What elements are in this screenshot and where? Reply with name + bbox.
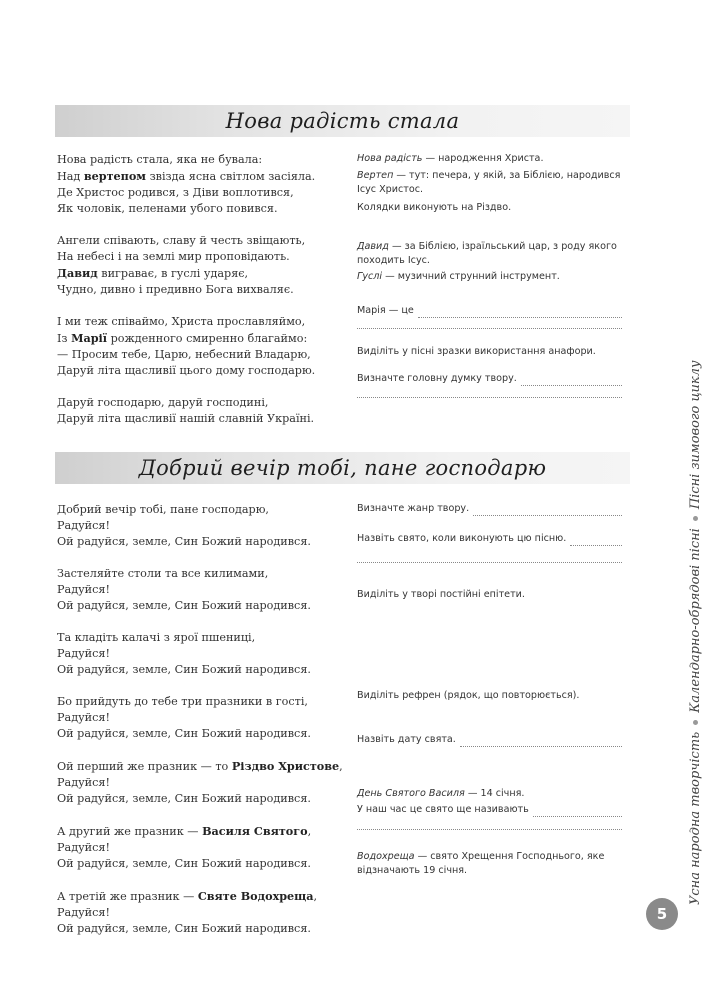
- poem-line: — Просим тебе, Царю, небесний Владарю,: [57, 348, 311, 361]
- bold-word: Василя Святого: [202, 824, 308, 838]
- question-maria: Марія — це: [357, 304, 622, 318]
- stanza: [57, 823, 342, 872]
- section-title-bar: [55, 105, 630, 137]
- question-date: Назвіть дату свята.: [357, 733, 622, 747]
- poem-line: Чудно, дивно і предивно Бога вихваляє.: [57, 283, 294, 296]
- stanza: [57, 888, 342, 937]
- poem-line: Застеляйте столи та все килимами,: [57, 567, 269, 580]
- question-main-idea: Визначте головну думку твору.: [357, 372, 622, 386]
- poem-line: Ой радуйся, земле, Син Божий народився.: [57, 792, 311, 805]
- note: Нова радість — народження Христа.: [357, 153, 544, 164]
- question-anaphora: Виділіть у пісні зразки використання анафори.: [357, 346, 596, 357]
- poem-line: Даруй літа щасливії нашій славній Україні.: [57, 412, 315, 425]
- stanza: [57, 630, 342, 678]
- poem-line: Ой радуйся, земле, Син Божий народився.: [57, 663, 311, 676]
- note: Давид — за Біблією, ізраїльський цар, з роду якого походить Ісус.: [357, 241, 617, 266]
- question-holiday: Назвіть свято, коли виконують цю пісню.: [357, 532, 622, 546]
- poem-line: Радуйся!: [57, 711, 110, 724]
- poem-line: Як чоловік, пеленами убого повився.: [57, 202, 278, 215]
- stanza: [57, 758, 342, 807]
- question-name: У наш час це свято ще називають: [357, 803, 622, 817]
- answer-line[interactable]: [418, 308, 622, 318]
- stanza: [57, 395, 342, 427]
- bold-word: вертепом: [83, 169, 147, 183]
- bold-word: Різдво Христове: [231, 759, 340, 773]
- poem-line: Ой радуйся, земле, Син Божий народився.: [57, 922, 311, 935]
- poem-line: Радуйся!: [57, 519, 110, 532]
- poem-line: Ангели співають, славу й честь звіщають,: [57, 234, 306, 247]
- question-epithets: Виділіть у творі постійні епітети.: [357, 589, 525, 600]
- poem-line: Радуйся!: [57, 583, 110, 596]
- note: День Святого Василя — 14 січня.: [357, 788, 525, 799]
- poem-line: Радуйся!: [57, 841, 110, 854]
- stanza: [57, 694, 342, 742]
- bullet-icon: [693, 720, 698, 725]
- answer-line[interactable]: [357, 829, 622, 830]
- poem-line: А другий же празник — Василя Святого,: [57, 824, 312, 838]
- bullet-icon: [693, 516, 698, 521]
- bold-word: Святе Водохреща: [197, 889, 314, 903]
- poem-line: Ой перший же празник — то Різдво Христове,: [57, 759, 343, 773]
- poem-line: Добрий вечір тобі, пане господарю,: [57, 503, 269, 516]
- poem-line: Де Христос родився, з Діви воплотився,: [57, 186, 294, 199]
- note: Гуслі — музичний струнний інструмент.: [357, 271, 560, 282]
- bold-word: Марії: [71, 331, 108, 345]
- note: Вертеп — тут: печера, у якій, за Біблією, народився Ісус Христос.: [357, 170, 621, 195]
- section-title-bar: [55, 452, 630, 484]
- poem-line: Ой радуйся, земле, Син Божий народився.: [57, 727, 311, 740]
- question-refrain: Виділіть рефрен (рядок, що повторюється).: [357, 690, 580, 701]
- poem-line: Даруй літа щасливії цього дому господарю.: [57, 364, 316, 377]
- poem-line: Бо прийдуть до тебе три празники в гості,: [57, 695, 308, 708]
- question-genre: Визначте жанр твору.: [357, 502, 622, 516]
- answer-line[interactable]: [357, 328, 622, 329]
- poem-line: Ой радуйся, земле, Син Божий народився.: [57, 535, 311, 548]
- page-number: 5: [646, 898, 678, 930]
- poem-line: Радуйся!: [57, 647, 110, 660]
- poem-line: Даруй господарю, даруй господині,: [57, 396, 269, 409]
- section-title: Добрий вечір тобі, пане господарю: [138, 456, 547, 480]
- answer-line[interactable]: [521, 376, 622, 386]
- poem-line: А третій же празник — Святе Водохреща,: [57, 889, 318, 903]
- answer-line[interactable]: [357, 397, 622, 398]
- poem-line: Радуйся!: [57, 906, 110, 919]
- poem-line: Ой радуйся, земле, Син Божий народився.: [57, 599, 311, 612]
- stanza: [57, 152, 342, 217]
- answer-line[interactable]: [460, 737, 622, 747]
- poem-line: І ми теж співаймо, Христа прославляймо,: [57, 315, 306, 328]
- poem-nova-radist: [57, 152, 342, 443]
- poem-line: На небесі і на землі мир проповідають.: [57, 250, 290, 263]
- poem-line: Ой радуйся, земле, Син Божий народився.: [57, 857, 311, 870]
- poem-line: Із Марії рожденного смиренно благаймо:: [57, 331, 308, 345]
- answer-line[interactable]: [357, 562, 622, 563]
- answer-line[interactable]: [533, 807, 622, 817]
- poem-line: Над вертепом звізда ясна світлом засіяла.: [57, 169, 316, 183]
- poem-dobryi-vechir: [57, 502, 342, 953]
- note: Водохреща — свято Хрещення Господнього, яке відзначають 19 січня.: [357, 851, 605, 876]
- note: Колядки виконують на Різдво.: [357, 202, 512, 213]
- stanza: [57, 314, 342, 379]
- section-title: Нова радість стала: [225, 109, 460, 133]
- poem-line: Та кладіть калачі з ярої пшениці,: [57, 631, 256, 644]
- poem-line: Радуйся!: [57, 776, 110, 789]
- sidebar-running-title: Усна народна творчістьКалендарно-обрядові пісніПісні зимового циклу: [688, 360, 703, 905]
- stanza: [57, 566, 342, 614]
- stanza: [57, 502, 342, 550]
- poem-line: Давид виграває, в гуслі ударяє,: [57, 266, 249, 280]
- bold-word: Давид: [57, 266, 98, 280]
- poem-line: Нова радість стала, яка не бувала:: [57, 153, 263, 166]
- stanza: [57, 233, 342, 298]
- answer-line[interactable]: [473, 506, 622, 516]
- answer-line[interactable]: [570, 536, 622, 546]
